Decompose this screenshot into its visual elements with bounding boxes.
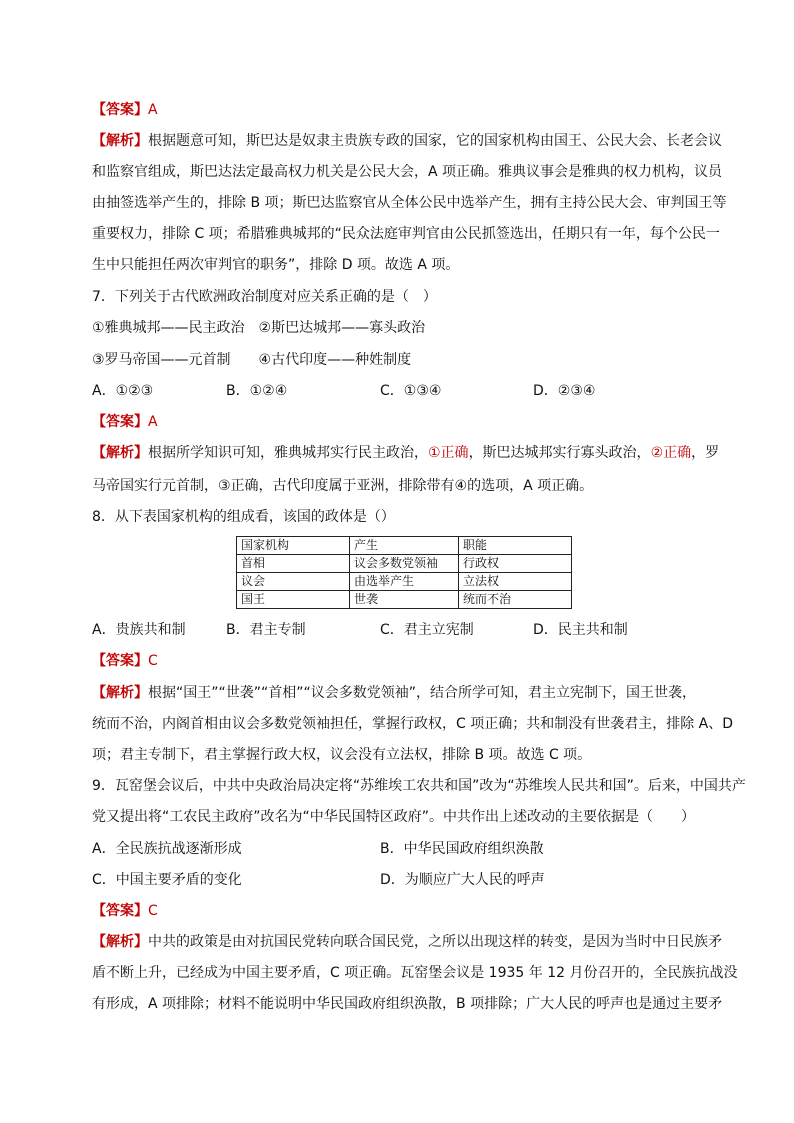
- highlight-correct: ①正确: [428, 445, 469, 461]
- state-organs-table: [236, 536, 572, 609]
- q6-analysis-line: 重要权力，排除 C 项；希腊雅典城邦的“民众法庭审判官由公民抓签选出，任期只有一年，每个公民一: [92, 226, 720, 242]
- q8-analysis-line: 项；君主专制下，君主掌握行政大权，议会没有立法权，排除 B 项。故选 C 项。: [92, 747, 592, 763]
- answer-value: C: [148, 903, 158, 919]
- q9-analysis-line: 【解析】中共的政策是由对抗国民党转向联合国民党，之所以出现这样的转变，是因为当时中日民族矛: [92, 934, 722, 950]
- q9-option-b: B．中华民国政府组织涣散: [380, 841, 544, 857]
- answer-label: 【答案】: [92, 903, 148, 919]
- q8-option-b: B．君主专制: [226, 622, 306, 638]
- highlight-correct: ②正确: [650, 445, 692, 461]
- q8-analysis-line: 统而不治，内阁首相由议会多数党领袖担任，掌握行政权，C 项正确；共和制没有世袭君主，排除 A、D: [92, 716, 734, 732]
- table-row: 国王 世袭 统而不治: [237, 591, 572, 609]
- answer-label: 【答案】: [92, 102, 148, 118]
- q9-stem-line: 党又提出将“工农民主政府”改名为“中华民国特区政府”。中共作出上述改动的主要依据是（ ）: [92, 809, 696, 825]
- q6-analysis-line: 生中只能担任两次审判官的职务”，排除 D 项。故选 A 项。: [92, 257, 460, 273]
- q7-analysis-line: 【解析】根据所学知识可知，雅典城邦实行民主政治，①正确，斯巴达城邦实行寡头政治，②正确，罗: [92, 445, 720, 461]
- q8-answer: [92, 651, 158, 671]
- table-row: 首相 议会多数党领袖 行政权: [237, 555, 572, 573]
- q9-option-c: C．中国主要矛盾的变化: [92, 872, 242, 888]
- q7-option-b: B．①②④: [226, 383, 288, 399]
- answer-label: 【答案】: [92, 653, 148, 669]
- analysis-label: 【解析】: [92, 445, 148, 461]
- q6-answer: [92, 100, 158, 120]
- analysis-label: 【解析】: [92, 685, 148, 701]
- q9-analysis-line: 盾不断上升，已经成为中国主要矛盾，C 项正确。瓦窑堡会议是 1935 年 12 月份召开的，全民族抗战没: [92, 965, 738, 981]
- q6-analysis-line: 和监察官组成，斯巴达法定最高权力机关是公民大会，A 项正确。雅典议事会是雅典的权力机构，议员: [92, 164, 723, 180]
- q7-answer: [92, 412, 158, 432]
- q9-option-a: A．全民族抗战逐渐形成: [92, 841, 242, 857]
- q7-option-a: A．①②③: [92, 383, 154, 399]
- q7-option-d: D．②③④: [533, 383, 596, 399]
- answer-label: 【答案】: [92, 414, 148, 430]
- analysis-label: 【解析】: [92, 934, 148, 950]
- q7-items-line: ③罗马帝国——元首制 ④古代印度——种姓制度: [92, 352, 412, 368]
- q8-option-a: A．贵族共和制: [92, 622, 186, 638]
- table-header-row: 国家机构 产生 职能: [237, 537, 572, 555]
- q8-analysis-line: 【解析】根据“国王”“世袭”“首相”“议会多数党领袖”，结合所学可知，君主立宪制下，国王世袭，: [92, 685, 697, 701]
- q7-items-line: ①雅典城邦——民主政治 ②斯巴达城邦——寡头政治: [92, 320, 426, 336]
- q9-option-d: D．为顺应广大人民的呼声: [380, 872, 545, 888]
- analysis-label: 【解析】: [92, 133, 148, 149]
- q9-answer: [92, 901, 158, 921]
- answer-value: A: [148, 102, 158, 118]
- q6-analysis-line: 由抽签选举产生的，排除 B 项；斯巴达监察官从全体公民中选举产生，拥有主持公民大会、审判国王等: [92, 195, 727, 211]
- q8-option-d: D．民主共和制: [533, 622, 628, 638]
- table-row: 议会 由选举产生 立法权: [237, 573, 572, 591]
- q7-analysis-line: 马帝国实行元首制，③正确，古代印度属于亚洲，排除带有④的选项，A 项正确。: [92, 478, 594, 494]
- q7-stem: 7．下列关于古代欧洲政治制度对应关系正确的是（ ）: [92, 289, 437, 305]
- answer-value: A: [148, 414, 158, 430]
- q6-analysis-line: 【解析】根据题意可知，斯巴达是奴隶主贵族专政的国家，它的国家机构由国王、公民大会、长老会议: [92, 133, 722, 149]
- q9-stem-line: 9．瓦窑堡会议后，中共中央政治局决定将“苏维埃工农共和国”改为“苏维埃人民共和国”。后来，中国共产: [92, 778, 746, 794]
- q9-analysis-line: 有形成，A 项排除；材料不能说明中华民国政府组织涣散，B 项排除；广大人民的呼声也是通过主要矛: [92, 996, 723, 1012]
- answer-value: C: [148, 653, 158, 669]
- q8-option-c: C．君主立宪制: [380, 622, 474, 638]
- q7-option-c: C．①③④: [380, 383, 442, 399]
- q8-stem: 8．从下表国家机构的组成看，该国的政体是（）: [92, 509, 395, 525]
